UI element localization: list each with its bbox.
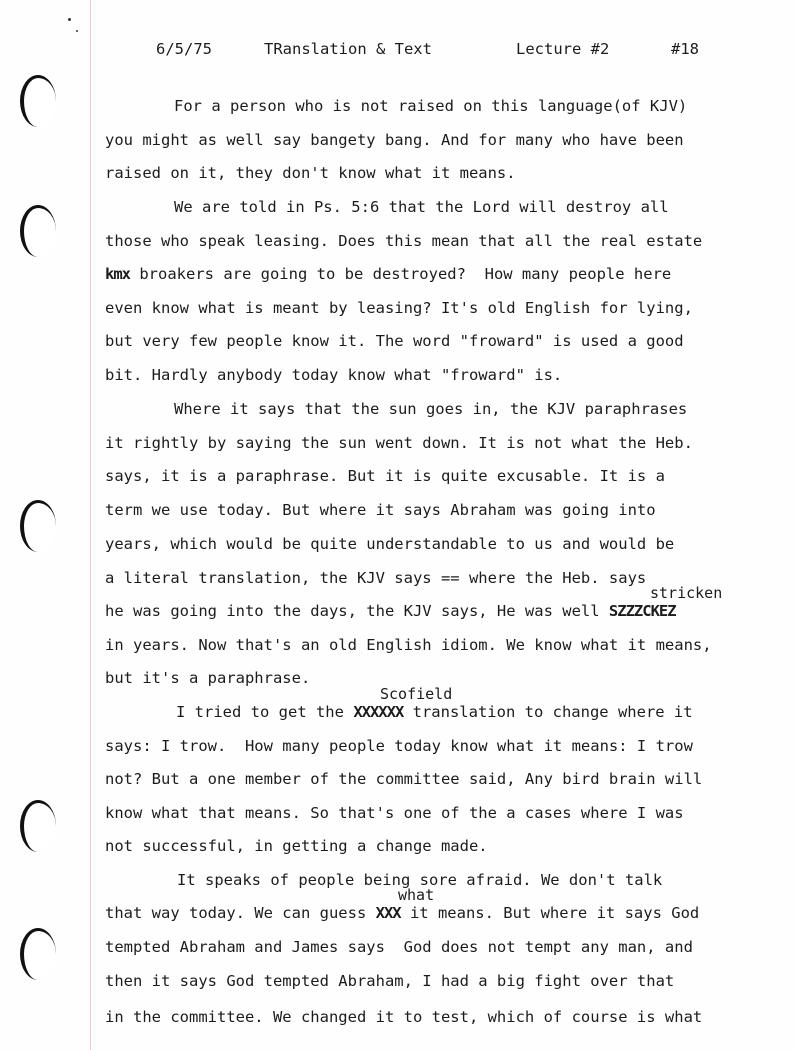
text-line: says, it is a paraphrase. But it is quite excusable. It is a <box>105 467 665 485</box>
scan-speck <box>68 18 71 21</box>
text-line: It speaks of people being sore afraid. We don't talk <box>177 871 663 889</box>
header-date: 6/5/75 <box>156 40 212 58</box>
text-segment: broakers are going to be destroyed? How many people here <box>130 265 672 283</box>
text-line: says: I trow. How many people today know what it means: I trow <box>105 737 693 755</box>
text-line: tempted Abraham and James says God does not tempt any man, and <box>105 938 693 956</box>
text-line: in the committee. We changed it to test, which of course is what <box>105 1008 703 1026</box>
text-line: raised on it, they don't know what it means. <box>105 164 516 182</box>
text-line: years, which would be quite understandable to us and would be <box>105 535 675 553</box>
text-line <box>105 903 699 923</box>
text-line <box>105 601 676 621</box>
header-title: TRanslation & Text <box>264 40 432 58</box>
text-line <box>176 702 693 722</box>
struck-text: kmx <box>105 265 130 283</box>
text-line: not successful, in getting a change made. <box>105 837 488 855</box>
struck-text: XXXXXX <box>353 703 404 721</box>
header-lecture: Lecture #2 <box>516 40 610 58</box>
text-line: bit. Hardly anybody today know what "froward" is. <box>105 366 563 384</box>
binder-holes <box>0 0 60 1050</box>
text-line: in years. Now that's an old English idiom. We know what it means, <box>105 636 712 654</box>
text-segment: that way today. We can guess <box>105 904 376 922</box>
struck-text: SZZZCKEZ <box>608 602 676 620</box>
text-line: it rightly by saying the sun went down. It is not what the Heb. <box>105 434 693 452</box>
scan-speck <box>76 30 78 32</box>
text-line: those who speak leasing. Does this mean that all the real estate <box>105 232 703 250</box>
header-page-number: #18 <box>671 40 699 58</box>
text-segment: he was going into the days, the KJV says, He was well <box>105 602 609 620</box>
text-line: term we use today. But where it says Abraham was going into <box>105 501 656 519</box>
text-line: even know what is meant by leasing? It's old English for lying, <box>105 299 693 317</box>
text-segment: it means. But where it says God <box>400 904 700 922</box>
text-line: then it says God tempted Abraham, I had a big fight over that <box>105 972 675 990</box>
text-line: you might as well say bangety bang. And for many who have been <box>105 131 684 149</box>
binder-hole-icon <box>20 800 56 852</box>
binder-hole-icon <box>20 928 56 980</box>
text-line: a literal translation, the KJV says == where the Heb. says <box>105 569 647 587</box>
struck-text: XXX <box>375 904 401 922</box>
binder-hole-icon <box>20 500 56 552</box>
text-line <box>105 264 671 284</box>
text-line: but very few people know it. The word "froward" is used a good <box>105 332 684 350</box>
margin-rule <box>90 0 91 1050</box>
text-line: We are told in Ps. 5:6 that the Lord will destroy all <box>174 198 669 216</box>
typed-insertion: stricken <box>650 584 723 602</box>
text-line: Where it says that the sun goes in, the KJV paraphrases <box>174 400 688 418</box>
text-segment: translation to change where it <box>403 703 693 721</box>
text-line: know what that means. So that's one of the a cases where I was <box>105 804 684 822</box>
binder-hole-icon <box>20 205 56 257</box>
page-header <box>0 40 797 64</box>
text-line: not? But a one member of the committee said, Any bird brain will <box>105 770 703 788</box>
text-line: For a person who is not raised on this language(of KJV) <box>174 97 688 115</box>
text-segment: I tried to get the <box>176 703 354 721</box>
binder-hole-icon <box>20 75 56 127</box>
typed-insertion: Scofield <box>380 685 453 703</box>
text-line: but it's a paraphrase. <box>105 669 311 687</box>
typed-insertion: what <box>398 886 435 904</box>
